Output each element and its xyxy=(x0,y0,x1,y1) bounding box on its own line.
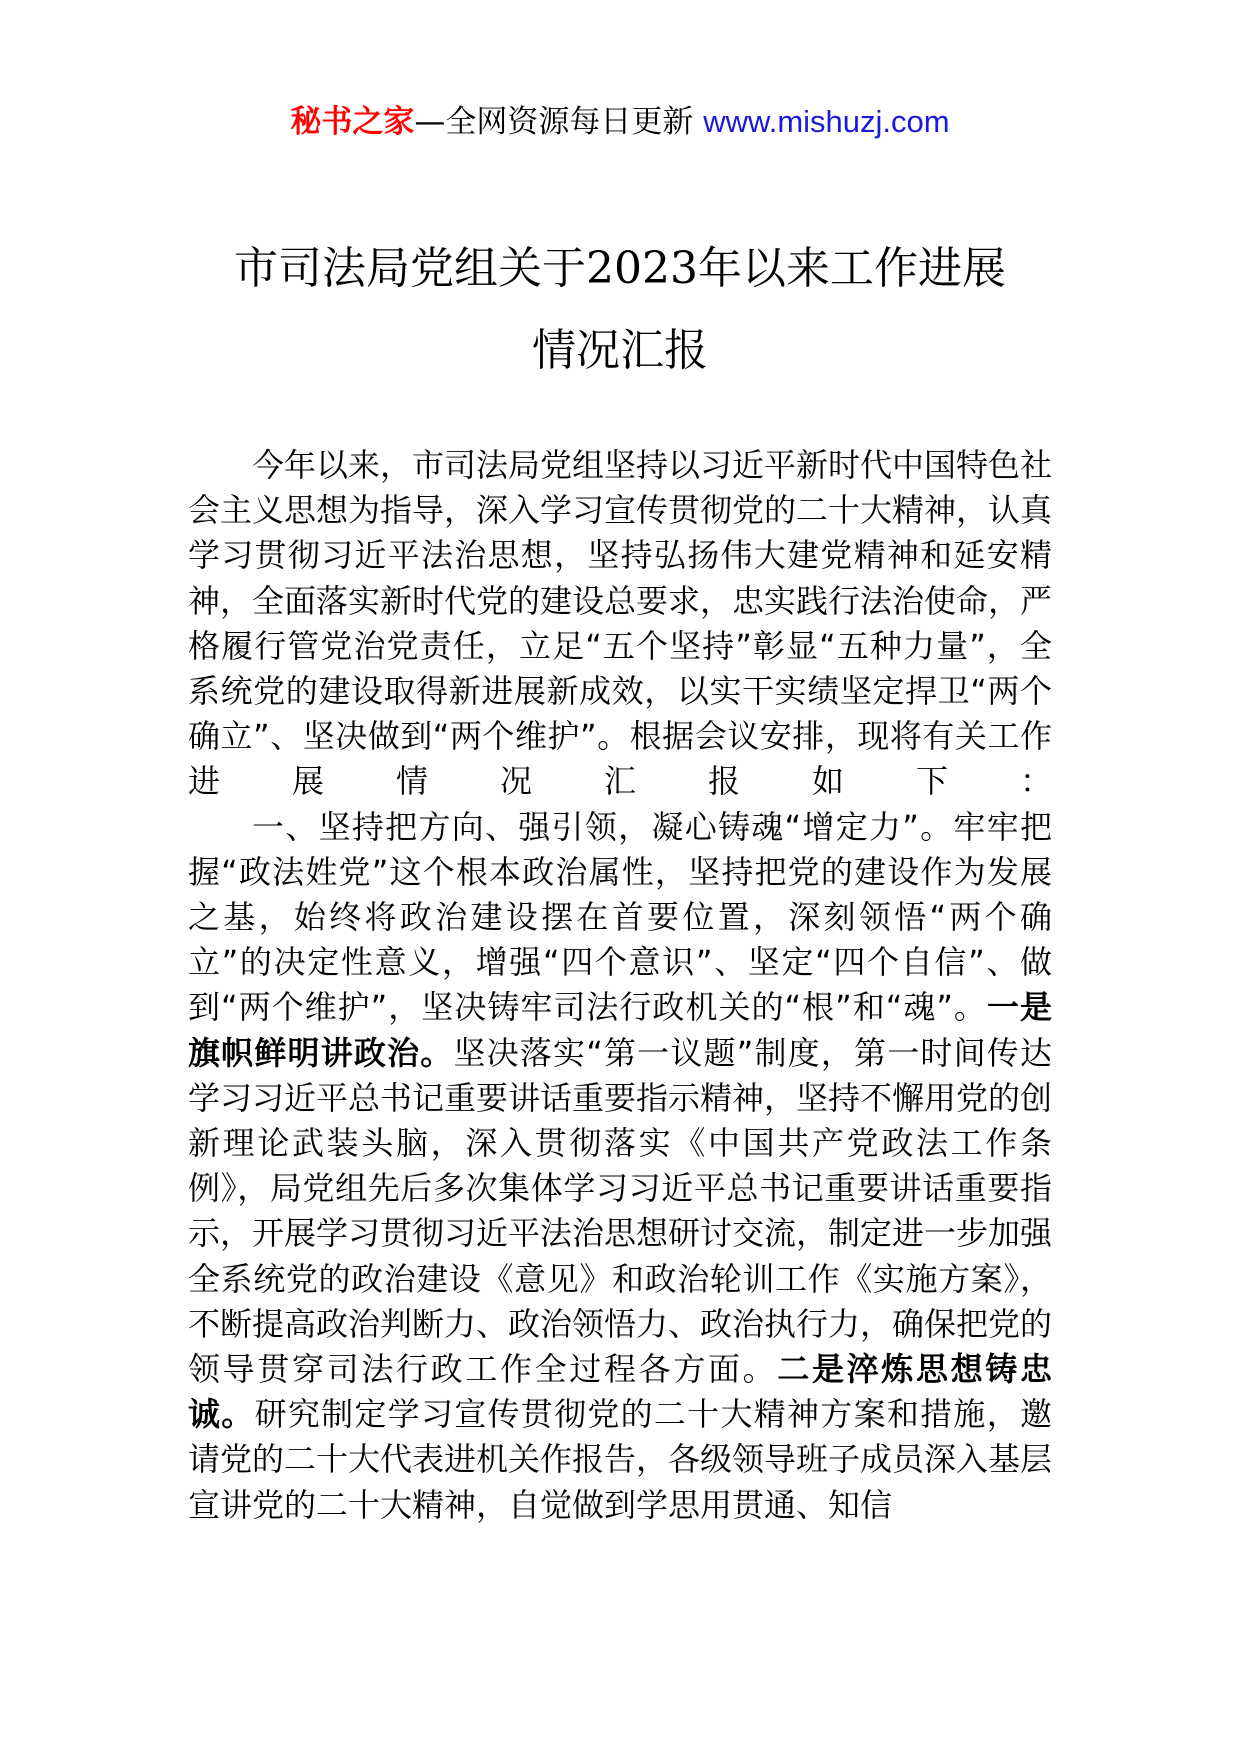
point-2-text: 研究制定学习宣传贯彻党的二十大精神方案和措施，邀请党的二十大代表进机关作报告，各级领导班子成员深入基层宣讲党的二十大精神，自觉做到学思用贯通、知信 xyxy=(188,1395,1053,1524)
site-header xyxy=(0,100,1240,144)
point-2-heading: 二是淬炼思想铸忠诚。 xyxy=(188,1350,1052,1434)
point-1-heading: 一是旗帜鲜明讲政治。 xyxy=(188,988,1052,1072)
section-1-paragraph xyxy=(188,805,1052,1528)
point-1-text: 坚决落实“第一议题”制度，第一时间传达学习习近平总书记重要讲话重要指示精神，坚持不懈用党的创新理论武装头脑，深入贯彻落实《中国共产党政法工作条例》，局党组先后多次集体学习习近平总书记重要讲话重要指示，开展学习贯彻习近平法治思想研讨交流，制定进一步加强全系统党的政治建设《意见》和政治轮训工作《实施方案》，不断提高政治判断力、政治领悟力、政治执行力，确保把党的领导贯穿司法行政工作全过程各方面。 xyxy=(188,1033,1053,1389)
section-1-lead: 一、坚持把方向、强引领，凝心铸魂“增定力”。牢牢把握“政法姓党”这个根本政治属性，坚持把党的建设作为发展之基，始终将政治建设摆在首要位置，深刻领悟“两个确立”的决定性意义，增强“四个意识”、坚定“四个自信”、做到“两个维护”，坚决铸牢司法行政机关的“根”和“魂”。 xyxy=(188,807,1052,1027)
title-line-1: 市司法局党组关于2023年以来工作进展 xyxy=(234,243,1006,294)
document-title xyxy=(0,228,1240,392)
title-line-2: 情况汇报 xyxy=(532,325,708,376)
intro-paragraph: 今年以来，市司法局党组坚持以习近平新时代中国特色社会主义思想为指导，深入学习宣传贯彻党的二十大精神，认真学习贯彻习近平法治思想，坚持弘扬伟大建党精神和延安精神，全面落实新时代党的建设总要求，忠实践行法治使命，严格履行管党治党责任，立足“五个坚持”彰显“五种力量”，全系统党的建设取得新进展新成效，以实干实绩坚定捍卫“两个确立”、坚决做到“两个维护”。根据会议安排，现将有关工作进展情况汇报如下： xyxy=(188,446,1053,801)
document-body xyxy=(188,443,1052,1528)
header-tagline: —全网资源每日更新 xyxy=(414,104,694,140)
brand-name: 秘书之家 xyxy=(290,104,415,140)
site-url-link[interactable]: www.mishuzj.com xyxy=(703,104,950,139)
